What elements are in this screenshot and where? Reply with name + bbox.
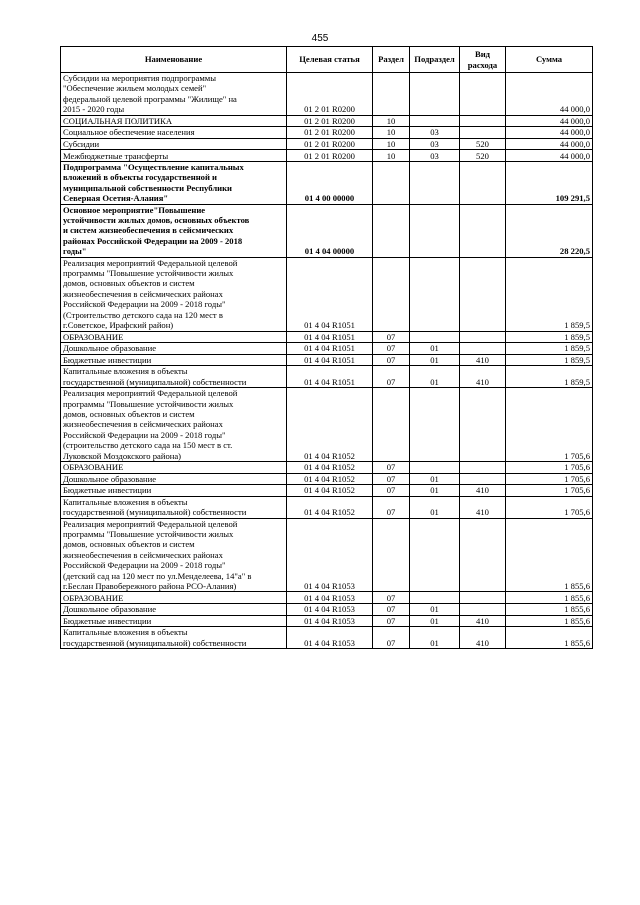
row-sum-cell: 1 705,6 [506,496,593,518]
row-section-cell: 07 [373,366,410,388]
table-header-row [61,47,593,73]
row-subsection-cell [410,162,460,205]
row-subsection-cell: 03 [410,138,460,150]
row-section-cell: 10 [373,150,410,162]
row-code-cell: 01 4 04 R1052 [287,473,373,485]
row-code-cell: 01 4 04 R1053 [287,603,373,615]
row-subsection-cell [410,115,460,127]
row-subsection-cell [410,204,460,257]
table-row [61,366,593,388]
table-row [61,73,593,116]
row-code-cell: 01 4 04 R1051 [287,366,373,388]
row-subsection-cell: 01 [410,354,460,366]
row-name-cell: Подпрограмма "Осуществление капитальных вложений в объекты государственной и муниципальной собственности Республики Северная Осетия-Алания" [61,162,287,205]
row-section-cell: 07 [373,592,410,604]
row-kind-cell: 410 [460,354,506,366]
row-name-cell: Бюджетные инвестиции [61,485,287,497]
row-subsection-cell: 01 [410,627,460,649]
row-name-cell: Основное мероприятие"Повышение устойчивости жилых домов, основных объектов и систем жизнеобеспечения в сейсмических районах Российской Федерации на 2009 - 2018 годы" [61,204,287,257]
row-sum-cell: 1 705,6 [506,485,593,497]
budget-table [60,46,593,649]
table-row [61,461,593,473]
row-kind-cell [460,127,506,139]
row-name-cell: Капитальные вложения в объекты государственной (муниципальной) собственности [61,627,287,649]
row-name-cell: Социальное обеспечение населения [61,127,287,139]
row-kind-cell [460,162,506,205]
header-target: Целевая статья [287,47,373,73]
row-subsection-cell [410,388,460,462]
row-code-cell: 01 2 01 R0200 [287,115,373,127]
row-code-cell: 01 4 04 R1052 [287,496,373,518]
row-name-cell: Реализация мероприятий Федеральной целевой программы "Повышение устойчивости жилых домов, основных объектов и систем жизнеобеспечения в сейсмических районах Российской Федерации на 2009 - 2018 годы" (детский сад на 120 мест по ул.Менделеева, 14"а" в г.Беслан Правобережного района РСО-Алания) [61,518,287,592]
row-section-cell: 07 [373,615,410,627]
row-kind-cell [460,592,506,604]
row-code-cell: 01 4 04 R1053 [287,518,373,592]
row-sum-cell: 44 000,0 [506,138,593,150]
header-name: Наименование [61,47,287,73]
row-kind-cell: 410 [460,366,506,388]
row-kind-cell [460,518,506,592]
table-row [61,603,593,615]
row-kind-cell: 520 [460,138,506,150]
row-kind-cell [460,115,506,127]
row-section-cell: 07 [373,473,410,485]
table-row [61,485,593,497]
row-sum-cell: 1 705,6 [506,388,593,462]
row-name-cell: Реализация мероприятий Федеральной целевой программы "Повышение устойчивости жилых домов, основных объектов и систем жизнеобеспечения в сейсмических районах Российской Федерации на 2009 - 2018 годы" (строительство детского сада на 150 мест в ст. Луковской Моздокского района) [61,388,287,462]
row-sum-cell: 1 859,5 [506,257,593,331]
page-number: 455 [311,33,329,44]
row-kind-cell: 520 [460,150,506,162]
row-section-cell [373,518,410,592]
row-section-cell [373,73,410,116]
row-section-cell [373,257,410,331]
row-subsection-cell: 01 [410,615,460,627]
table-row [61,388,593,462]
row-code-cell: 01 2 01 R0200 [287,138,373,150]
header-section: Раздел [373,47,410,73]
row-subsection-cell: 03 [410,150,460,162]
row-sum-cell: 1 859,5 [506,366,593,388]
row-sum-cell: 44 000,0 [506,127,593,139]
table-row [61,257,593,331]
row-section-cell [373,204,410,257]
row-name-cell: ОБРАЗОВАНИЕ [61,331,287,343]
row-sum-cell: 1 855,6 [506,592,593,604]
row-kind-cell: 410 [460,627,506,649]
row-sum-cell: 1 855,6 [506,627,593,649]
row-code-cell: 01 4 04 R1053 [287,615,373,627]
row-name-cell: Дошкольное образование [61,343,287,355]
row-subsection-cell [410,592,460,604]
row-sum-cell: 44 000,0 [506,73,593,116]
header-subsection: Подраздел [410,47,460,73]
header-kind: Вид расхода [460,47,506,73]
row-sum-cell: 1 859,5 [506,343,593,355]
header-sum: Сумма [506,47,593,73]
row-kind-cell [460,73,506,116]
row-sum-cell: 44 000,0 [506,115,593,127]
row-kind-cell [460,388,506,462]
row-name-cell: Межбюджетные трансферты [61,150,287,162]
row-sum-cell: 44 000,0 [506,150,593,162]
row-code-cell: 01 4 00 00000 [287,162,373,205]
row-sum-cell: 1 855,6 [506,603,593,615]
row-name-cell: Бюджетные инвестиции [61,354,287,366]
table-row [61,343,593,355]
table-row [61,204,593,257]
row-kind-cell [460,603,506,615]
row-section-cell: 07 [373,485,410,497]
row-name-cell: Дошкольное образование [61,603,287,615]
row-name-cell: Капитальные вложения в объекты государственной (муниципальной) собственности [61,496,287,518]
row-code-cell: 01 4 04 R1052 [287,388,373,462]
row-code-cell: 01 4 04 00000 [287,204,373,257]
row-section-cell: 07 [373,331,410,343]
table-row [61,592,593,604]
row-code-cell: 01 4 04 R1051 [287,354,373,366]
row-kind-cell: 410 [460,496,506,518]
row-section-cell: 07 [373,343,410,355]
row-section-cell: 07 [373,496,410,518]
table-row [61,138,593,150]
table-row [61,115,593,127]
row-subsection-cell: 01 [410,343,460,355]
row-section-cell: 10 [373,115,410,127]
row-name-cell: Реализация мероприятий Федеральной целевой программы "Повышение устойчивости жилых домов, основных объектов и систем жизнеобеспечения в сейсмических районах Российской Федерации на 2009 - 2018 годы" (Строительство детского сада на 120 мест в г.Советское, Ирафский район) [61,257,287,331]
row-subsection-cell: 01 [410,473,460,485]
row-sum-cell: 1 859,5 [506,331,593,343]
row-name-cell: Дошкольное образование [61,473,287,485]
row-code-cell: 01 2 01 R0200 [287,150,373,162]
row-code-cell: 01 4 04 R1052 [287,461,373,473]
row-section-cell: 07 [373,603,410,615]
row-section-cell: 07 [373,627,410,649]
row-subsection-cell [410,518,460,592]
row-code-cell: 01 2 01 R0200 [287,127,373,139]
row-code-cell: 01 4 04 R1053 [287,627,373,649]
table-row [61,354,593,366]
row-subsection-cell: 03 [410,127,460,139]
row-section-cell: 10 [373,127,410,139]
row-section-cell: 07 [373,461,410,473]
row-sum-cell: 109 291,5 [506,162,593,205]
table-row [61,473,593,485]
row-subsection-cell: 01 [410,485,460,497]
row-sum-cell: 1 859,5 [506,354,593,366]
row-code-cell: 01 4 04 R1051 [287,343,373,355]
row-name-cell: Капитальные вложения в объекты государственной (муниципальной) собственности [61,366,287,388]
table-row [61,496,593,518]
row-code-cell: 01 2 01 R0200 [287,73,373,116]
row-section-cell: 07 [373,354,410,366]
row-sum-cell: 1 705,6 [506,473,593,485]
table-row [61,627,593,649]
table-row [61,518,593,592]
row-name-cell: ОБРАЗОВАНИЕ [61,461,287,473]
row-name-cell: ОБРАЗОВАНИЕ [61,592,287,604]
row-kind-cell: 410 [460,615,506,627]
row-name-cell: Субсидии на мероприятия подпрограммы "Обеспечение жильем молодых семей" федеральной целевой программы "Жилище" на 2015 - 2020 годы [61,73,287,116]
row-code-cell: 01 4 04 R1051 [287,257,373,331]
table-row [61,127,593,139]
row-name-cell: СОЦИАЛЬНАЯ ПОЛИТИКА [61,115,287,127]
row-subsection-cell [410,331,460,343]
table-row [61,162,593,205]
row-kind-cell [460,461,506,473]
table-row [61,150,593,162]
row-code-cell: 01 4 04 R1051 [287,331,373,343]
row-kind-cell: 410 [460,485,506,497]
row-subsection-cell: 01 [410,496,460,518]
row-subsection-cell: 01 [410,603,460,615]
row-subsection-cell [410,461,460,473]
row-sum-cell: 1 855,6 [506,518,593,592]
row-subsection-cell [410,257,460,331]
row-name-cell: Бюджетные инвестиции [61,615,287,627]
row-subsection-cell: 01 [410,366,460,388]
row-sum-cell: 1 855,6 [506,615,593,627]
table-row [61,615,593,627]
table-body [61,73,593,649]
row-sum-cell: 28 220,5 [506,204,593,257]
row-kind-cell [460,343,506,355]
row-section-cell [373,162,410,205]
row-sum-cell: 1 705,6 [506,461,593,473]
row-code-cell: 01 4 04 R1052 [287,485,373,497]
row-kind-cell [460,331,506,343]
row-kind-cell [460,473,506,485]
row-code-cell: 01 4 04 R1053 [287,592,373,604]
table-row [61,331,593,343]
row-kind-cell [460,204,506,257]
row-name-cell: Субсидии [61,138,287,150]
row-kind-cell [460,257,506,331]
row-subsection-cell [410,73,460,116]
row-section-cell [373,388,410,462]
row-section-cell: 10 [373,138,410,150]
